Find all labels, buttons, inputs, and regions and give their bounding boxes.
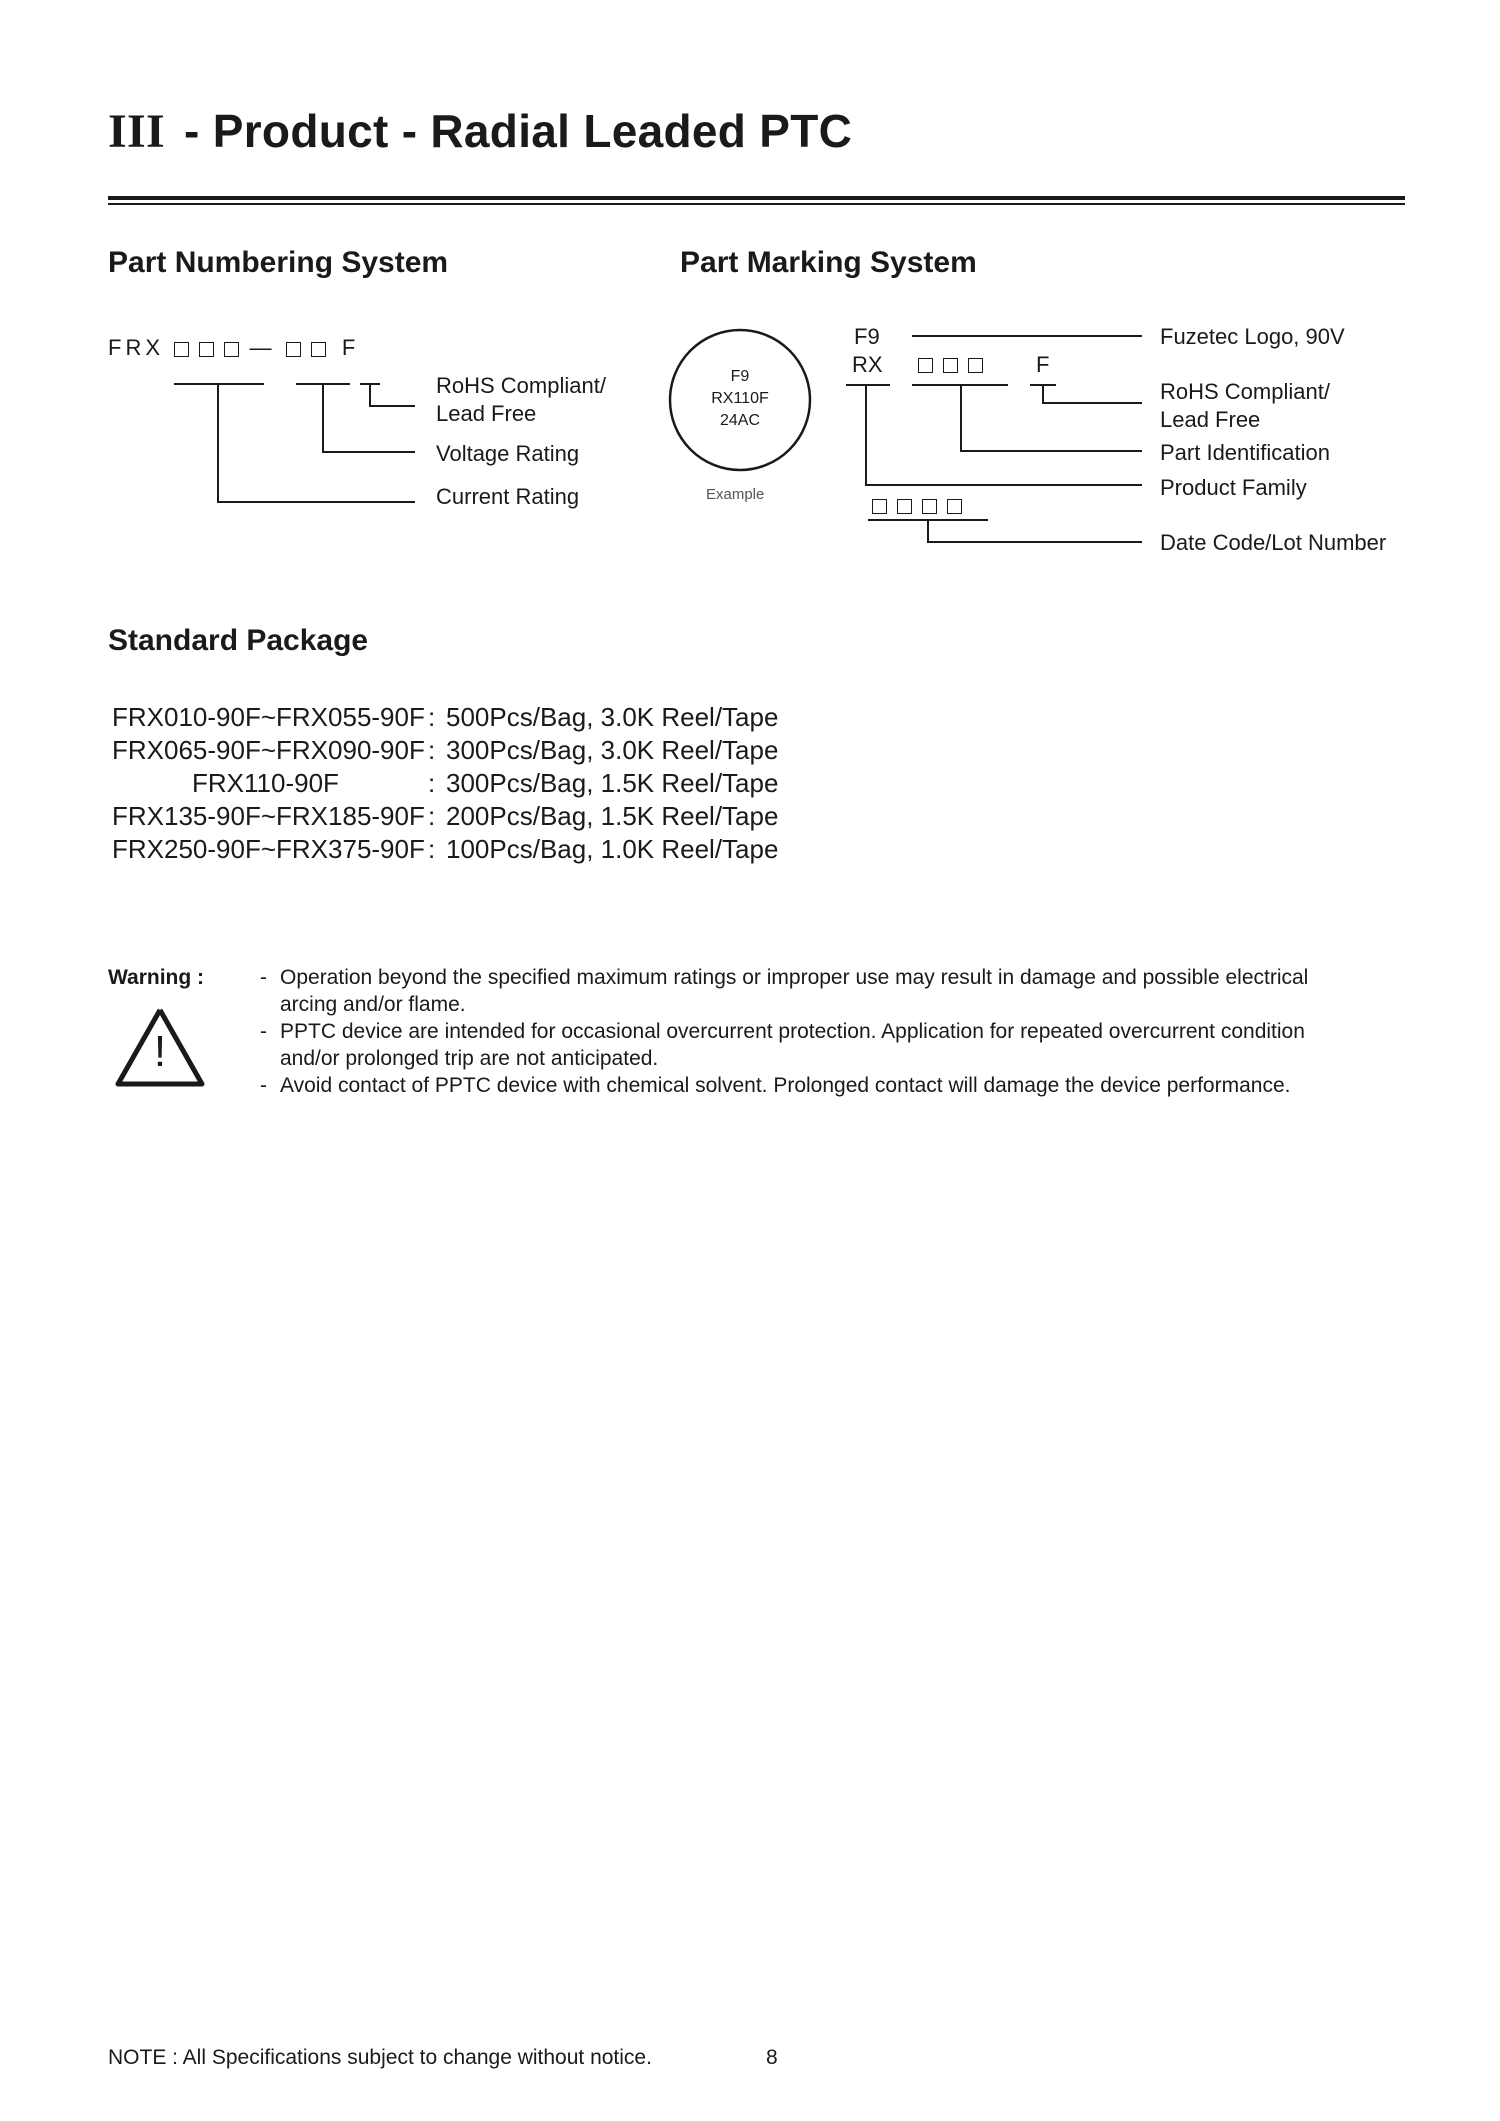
example-line-1: F9: [730, 368, 750, 385]
table-row: [112, 801, 778, 834]
warning-title: Warning :: [108, 966, 205, 989]
package-part-cell: FRX110-90F: [192, 768, 339, 798]
part-numbering-heading: Part Numbering System: [108, 246, 449, 279]
warning-item-line1: PPTC device are intended for occasional overcurrent protection. Application for repeated overcurrent condition: [280, 1020, 1305, 1043]
package-part-cell: FRX010-90F~FRX055-90F: [112, 702, 425, 732]
table-row: [112, 768, 778, 801]
page-title-text: - Product - Radial Leaded PTC: [184, 105, 853, 157]
list-item: [260, 1072, 1308, 1099]
package-qty-cell: 100Pcs/Bag, 1.0K Reel/Tape: [446, 834, 779, 864]
table-row: [112, 735, 778, 768]
package-sep-cell: :: [428, 768, 436, 798]
package-qty-cell: 300Pcs/Bag, 3.0K Reel/Tape: [446, 735, 779, 765]
warning-triangle-icon: [112, 1004, 208, 1090]
package-sep-cell: :: [428, 735, 436, 765]
list-item: [260, 964, 1308, 1018]
rohs-label-line2: Lead Free: [436, 401, 537, 426]
package-sep-cell: :: [428, 834, 436, 864]
product-family-label: Product Family: [1160, 475, 1307, 500]
section-roman-numeral: III: [108, 105, 165, 158]
package-qty-cell: 500Pcs/Bag, 3.0K Reel/Tape: [446, 702, 779, 732]
marking-row-2-prefix: RX: [852, 352, 883, 377]
example-caption: Example: [706, 486, 765, 503]
code-prefix: FRX: [108, 335, 164, 360]
part-identification-label: Part Identification: [1160, 440, 1330, 465]
example-line-3: 24AC: [719, 412, 761, 429]
warning-bullet: -: [260, 966, 267, 989]
warning-item-line2: arcing and/or flame.: [280, 993, 466, 1016]
marking-rohs-line1: RoHS Compliant/: [1160, 379, 1330, 404]
marking-row-2-suffix: F: [1036, 352, 1050, 377]
code-suffix: F: [341, 335, 360, 360]
package-part-cell: FRX135-90F~FRX185-90F: [112, 801, 425, 831]
voltage-rating-label: Voltage Rating: [436, 441, 580, 466]
footer-note: NOTE : All Specifications subject to change without notice.: [108, 2046, 652, 2069]
warning-item-line1: Operation beyond the specified maximum ratings or improper use may result in damage and possible electrical: [280, 966, 1309, 989]
table-row: [112, 834, 778, 867]
standard-package-heading: Standard Package: [108, 624, 369, 657]
package-sep-cell: :: [428, 801, 436, 831]
list-item: [260, 1018, 1308, 1072]
warning-bullet: -: [260, 1020, 267, 1043]
fuzetec-logo-label: Fuzetec Logo, 90V: [1160, 324, 1345, 349]
package-qty-cell: 300Pcs/Bag, 1.5K Reel/Tape: [446, 768, 779, 798]
rohs-label-line1: RoHS Compliant/: [436, 373, 606, 398]
package-table: [112, 702, 778, 867]
part-marking-heading: Part Marking System: [680, 246, 977, 279]
warning-list: [260, 964, 1308, 1099]
package-qty-cell: 200Pcs/Bag, 1.5K Reel/Tape: [446, 801, 779, 831]
example-line-2: RX110F: [711, 390, 769, 407]
part-marking-diagram-lines: [0, 0, 1500, 600]
code-dash: —: [249, 335, 276, 360]
package-part-cell: FRX065-90F~FRX090-90F: [112, 735, 425, 765]
warning-exclamation-glyph: !: [153, 1027, 167, 1076]
warning-bullet: -: [260, 1074, 267, 1097]
table-row: [112, 702, 778, 735]
package-part-cell: FRX250-90F~FRX375-90F: [112, 834, 425, 864]
marking-rohs-line2: Lead Free: [1160, 407, 1261, 432]
warning-item-line1: Avoid contact of PPTC device with chemical solvent. Prolonged contact will damage the device performance.: [280, 1074, 1291, 1097]
current-rating-label: Current Rating: [436, 484, 580, 509]
package-sep-cell: :: [428, 702, 436, 732]
date-code-label: Date Code/Lot Number: [1160, 530, 1387, 555]
marking-rohs-label: [1160, 378, 1330, 434]
page-number: 8: [766, 2046, 778, 2069]
warning-item-line2: and/or prolonged trip are not anticipated.: [280, 1047, 659, 1070]
marking-row-1: F9: [854, 324, 880, 349]
